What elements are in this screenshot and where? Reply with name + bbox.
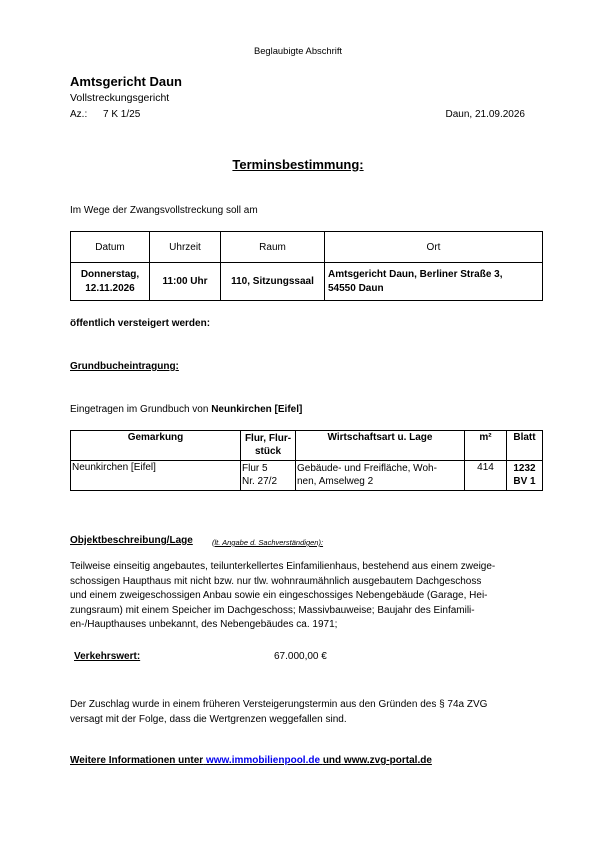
appointment-weekday: Donnerstag, bbox=[80, 268, 140, 280]
appointment-time: 11:00 Uhr bbox=[150, 263, 221, 301]
header-flur-line2: stück bbox=[254, 446, 282, 457]
object-heading-note: (lt. Angabe d. Sachverständigen): bbox=[212, 538, 324, 547]
immobilienpool-link[interactable]: www.immobilienpool.de bbox=[205, 755, 321, 766]
object-heading: Objektbeschreibung/Lage bbox=[70, 535, 193, 546]
land-register-heading: Grundbucheintragung: bbox=[70, 361, 179, 372]
cell-wirtschaftsart-line1: Gebäude- und Freifläche, Woh- bbox=[297, 463, 437, 474]
auction-note-line: versagt mit der Folge, dass die Wertgrenzen weggefallen sind. bbox=[70, 713, 347, 725]
land-register-row bbox=[71, 461, 543, 491]
zvg-portal-link[interactable]: www.zvg-portal.de bbox=[343, 755, 432, 766]
appointment-place bbox=[325, 263, 543, 301]
appointment-place-line2: 54550 Daun bbox=[328, 282, 384, 294]
cell-flur-line1: Flur 5 bbox=[242, 463, 268, 474]
auction-note bbox=[70, 698, 550, 727]
description-line: und einem zweigeschossigen Anbau sowie ein eingeschossiges Nebengebäude (Garage, Hei- bbox=[70, 590, 488, 601]
appointment-table-header bbox=[71, 232, 543, 263]
footer-info bbox=[70, 755, 432, 766]
description-line: Teilweise einseitig angebautes, teilunterkellertes Einfamilienhaus, bestehend aus einem zweige- bbox=[70, 561, 496, 572]
object-description bbox=[70, 560, 548, 633]
land-register-table bbox=[70, 430, 543, 491]
header-raum: Raum bbox=[221, 232, 325, 263]
court-name: Amtsgericht Daun bbox=[70, 74, 182, 89]
footer-connector: und bbox=[322, 755, 342, 766]
header-gemarkung: Gemarkung bbox=[71, 431, 241, 461]
appointment-table bbox=[70, 231, 543, 301]
cell-flur bbox=[241, 461, 296, 491]
header-ort: Ort bbox=[325, 232, 543, 263]
place-and-date: Daun, 21.09.2026 bbox=[445, 109, 525, 120]
cell-wirtschaftsart-line2: nen, Amselweg 2 bbox=[297, 476, 374, 487]
auction-note-line: Der Zuschlag wurde in einem früheren Versteigerungstermin aus den Gründen des § 74a ZVG bbox=[70, 699, 488, 710]
appointment-room: 110, Sitzungssaal bbox=[221, 263, 325, 301]
header-datum: Datum bbox=[71, 232, 150, 263]
cell-flur-line2: Nr. 27/2 bbox=[242, 476, 278, 487]
header-flur bbox=[241, 431, 296, 461]
case-number-label: Az.: bbox=[70, 109, 88, 120]
case-number: 7 K 1/25 bbox=[103, 109, 141, 120]
cell-blatt-line1: 1232 bbox=[513, 463, 536, 474]
header-wirtschaftsart: Wirtschaftsart u. Lage bbox=[296, 431, 465, 461]
appointment-place-line1: Amtsgericht Daun, Berliner Straße 3, bbox=[328, 268, 503, 280]
cell-blatt bbox=[507, 461, 543, 491]
cell-m2: 414 bbox=[465, 461, 507, 491]
cell-blatt-line2: BV 1 bbox=[513, 476, 536, 487]
market-value-label: Verkehrswert: bbox=[74, 651, 141, 662]
land-register-place: Neunkirchen [Eifel] bbox=[211, 404, 303, 415]
cell-wirtschaftsart bbox=[296, 461, 465, 491]
land-register-line bbox=[70, 404, 302, 415]
header-blatt: Blatt bbox=[507, 431, 543, 461]
appointment-date bbox=[71, 263, 150, 301]
appointment-date-value: 12.11.2026 bbox=[85, 282, 135, 294]
court-department: Vollstreckungsgericht bbox=[70, 92, 170, 104]
auction-statement: öffentlich versteigert werden: bbox=[70, 318, 211, 329]
document-title: Terminsbestimmung: bbox=[232, 157, 364, 172]
market-value: 67.000,00 € bbox=[274, 651, 327, 662]
footer-prefix: Weitere Informationen unter bbox=[70, 755, 204, 766]
header-uhrzeit: Uhrzeit bbox=[150, 232, 221, 263]
header-m2: m² bbox=[465, 431, 507, 461]
intro-text: Im Wege der Zwangsvollstreckung soll am bbox=[70, 205, 258, 216]
description-line: schossigen Haupthaus mit nicht bzw. nur tlw. wohnraumähnlich ausgebautem Dachgeschoss bbox=[70, 575, 482, 587]
certified-copy-label: Beglaubigte Abschrift bbox=[253, 45, 343, 56]
cell-gemarkung: Neunkirchen [Eifel] bbox=[71, 461, 241, 491]
land-register-table-header bbox=[71, 431, 543, 461]
appointment-row bbox=[71, 263, 543, 301]
description-line: en-/Haupthauses unbekannt, des Nebengebäudes ca. 1971; bbox=[70, 619, 338, 630]
land-register-prefix: Eingetragen im Grundbuch von bbox=[70, 404, 209, 415]
description-line: zungsraum) mit einem Speicher im Dachgeschoss; Massivbauweise; Baujahr des Einfamili- bbox=[70, 604, 475, 616]
header-flur-line1: Flur, Flur- bbox=[244, 433, 292, 444]
